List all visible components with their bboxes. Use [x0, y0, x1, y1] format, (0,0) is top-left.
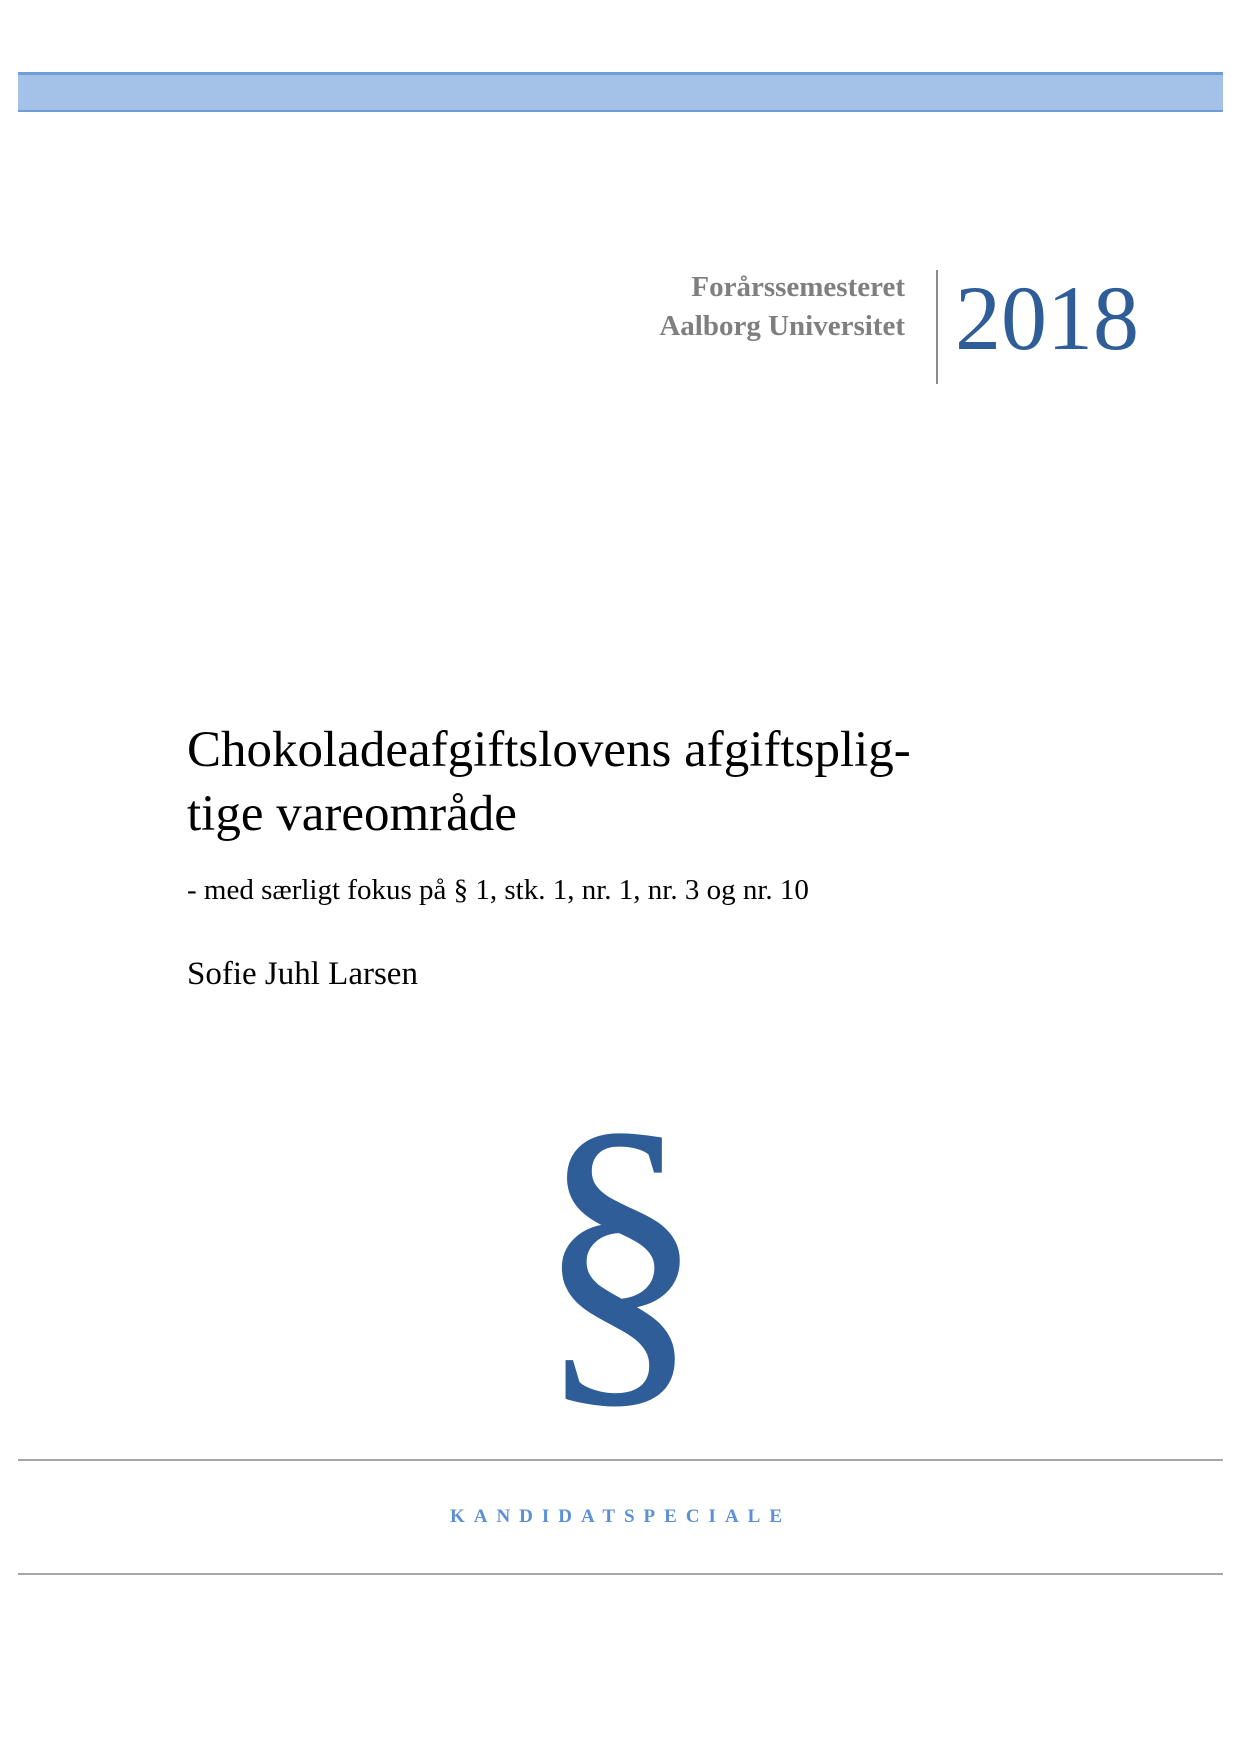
- header-institution-block: [540, 268, 905, 346]
- year-label: 2018: [955, 267, 1139, 369]
- section-sign-icon: §: [535, 1061, 705, 1438]
- author-name: Sofie Juhl Larsen: [187, 956, 418, 992]
- top-color-band: [18, 72, 1223, 112]
- footer-rule-bottom: [18, 1573, 1223, 1575]
- semester-label: Forårssemesteret: [691, 271, 905, 303]
- thesis-type-label: KANDIDATSPECIALE: [449, 1506, 792, 1527]
- document-title: [187, 718, 1087, 846]
- title-line-2: tige vareområde: [187, 786, 517, 842]
- university-label: Aalborg Universitet: [659, 310, 905, 342]
- footer-rule-top: [18, 1459, 1223, 1461]
- header-divider: [936, 270, 938, 384]
- document-subtitle: - med særligt fokus på § 1, stk. 1, nr. 1, nr. 3 og nr. 10: [187, 874, 809, 906]
- title-line-1: Chokoladeafgiftslovens afgiftsplig-: [187, 722, 911, 778]
